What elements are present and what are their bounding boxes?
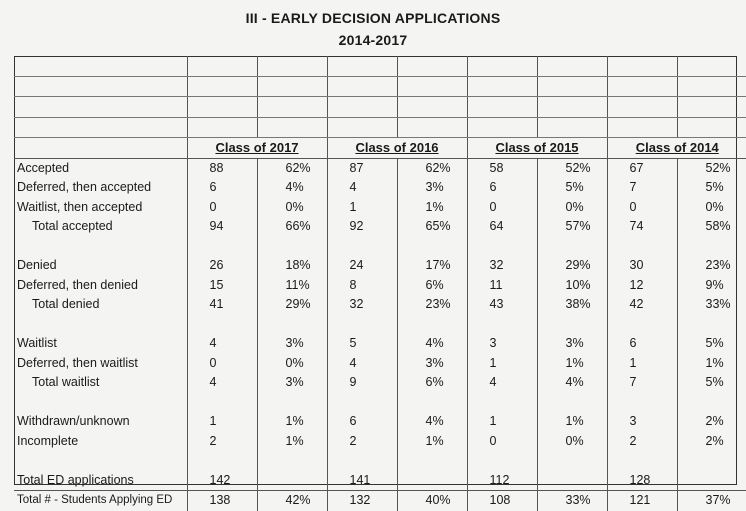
row-label: Deferred, then accepted (17, 180, 152, 195)
cell: 58 (467, 158, 537, 178)
ed-applications-table (14, 56, 746, 511)
cell: 1% (537, 354, 607, 374)
table-row (14, 354, 746, 374)
row-label: Total # - Students Applying ED (14, 491, 187, 511)
cell: 33% (677, 295, 746, 315)
cell: 18% (257, 256, 327, 276)
cell: 2% (677, 412, 746, 432)
cell: 1 (607, 354, 677, 374)
cell: 0 (607, 198, 677, 218)
cell: 7 (607, 373, 677, 393)
cell (257, 471, 327, 491)
cell: 33% (537, 491, 607, 511)
cell: 65% (397, 217, 467, 237)
cell: 3% (397, 354, 467, 374)
cell: 9% (677, 276, 746, 296)
cell: 1% (677, 354, 746, 374)
row-label: Withdrawn/unknown (17, 414, 130, 429)
table-row (14, 198, 746, 218)
class-header-2014: Class of 2014 (607, 138, 746, 159)
cell: 42 (607, 295, 677, 315)
cell: 0% (677, 198, 746, 218)
table-row (14, 256, 746, 276)
cell: 66% (257, 217, 327, 237)
cell: 4% (537, 373, 607, 393)
cell: 4 (187, 373, 257, 393)
cell: 121 (607, 491, 677, 511)
cell: 15 (187, 276, 257, 296)
cell: 88 (187, 158, 257, 178)
cell: 29% (537, 256, 607, 276)
cell: 12 (607, 276, 677, 296)
cell: 38% (537, 295, 607, 315)
row-label: Waitlist (17, 336, 57, 351)
cell: 43 (467, 295, 537, 315)
page-subtitle: 2014-2017 (338, 32, 408, 48)
cell: 5% (677, 373, 746, 393)
class-header-2015: Class of 2015 (467, 138, 607, 159)
cell: 23% (677, 256, 746, 276)
cell (677, 471, 746, 491)
cell: 0% (257, 198, 327, 218)
cell: 40% (397, 491, 467, 511)
cell: 4% (397, 412, 467, 432)
cell: 132 (327, 491, 397, 511)
cell: 0% (537, 432, 607, 452)
cell: 138 (187, 491, 257, 511)
row-label: Denied (17, 258, 57, 273)
table-row (14, 276, 746, 296)
table-row (14, 158, 746, 178)
cell: 32 (327, 295, 397, 315)
cell: 23% (397, 295, 467, 315)
cell: 11 (467, 276, 537, 296)
cell: 6 (607, 334, 677, 354)
cell: 29% (257, 295, 327, 315)
row-label: Incomplete (17, 433, 79, 448)
table-row (14, 432, 746, 452)
cell: 10% (537, 276, 607, 296)
cell: 0 (467, 432, 537, 452)
cell: 141 (327, 471, 397, 491)
cell: 1 (327, 198, 397, 218)
table-row (14, 217, 746, 237)
cell: 64 (467, 217, 537, 237)
table-row (14, 178, 746, 198)
cell: 6 (187, 178, 257, 198)
cell: 4% (257, 178, 327, 198)
row-label: Total waitlist (32, 375, 100, 390)
cell: 0% (257, 354, 327, 374)
cell: 3% (257, 373, 327, 393)
row-label: Deferred, then denied (17, 277, 138, 292)
cell: 52% (537, 158, 607, 178)
cell: 92 (327, 217, 397, 237)
cell: 4 (327, 354, 397, 374)
cell: 1% (537, 412, 607, 432)
cell (397, 471, 467, 491)
cell: 5% (677, 334, 746, 354)
table-row (14, 373, 746, 393)
cell: 0 (187, 198, 257, 218)
cell: 62% (397, 158, 467, 178)
cell: 6 (327, 412, 397, 432)
cell: 41 (187, 295, 257, 315)
cell: 26 (187, 256, 257, 276)
class-header-2016: Class of 2016 (327, 138, 467, 159)
cell: 5% (537, 178, 607, 198)
cell: 0 (467, 198, 537, 218)
cell: 0% (537, 198, 607, 218)
class-header-row (14, 138, 746, 159)
cell: 1 (187, 412, 257, 432)
cell: 6% (397, 276, 467, 296)
cell: 37% (677, 491, 746, 511)
cell: 1 (467, 412, 537, 432)
cell: 5 (327, 334, 397, 354)
cell: 108 (467, 491, 537, 511)
cell: 32 (467, 256, 537, 276)
cell: 87 (327, 158, 397, 178)
cell: 3 (467, 334, 537, 354)
table-row (14, 471, 746, 491)
cell: 3 (607, 412, 677, 432)
table-row (14, 295, 746, 315)
cell: 5% (677, 178, 746, 198)
cell: 7 (607, 178, 677, 198)
cell: 6 (467, 178, 537, 198)
table-row (14, 334, 746, 354)
row-label: Deferred, then waitlist (17, 355, 138, 370)
cell: 30 (607, 256, 677, 276)
cell: 3% (397, 178, 467, 198)
row-label: Accepted (14, 158, 187, 178)
cell: 4 (467, 373, 537, 393)
cell: 2% (677, 432, 746, 452)
cell: 0 (187, 354, 257, 374)
cell: 11% (257, 276, 327, 296)
cell: 2 (187, 432, 257, 452)
cell (537, 471, 607, 491)
cell: 24 (327, 256, 397, 276)
cell: 17% (397, 256, 467, 276)
cell: 2 (327, 432, 397, 452)
table-row (14, 491, 746, 511)
table-row (14, 412, 746, 432)
cell: 142 (187, 471, 257, 491)
cell: 67 (607, 158, 677, 178)
cell: 1 (467, 354, 537, 374)
cell: 4 (327, 178, 397, 198)
cell: 3% (257, 334, 327, 354)
cell: 74 (607, 217, 677, 237)
cell: 1% (257, 432, 327, 452)
page-title: III - EARLY DECISION APPLICATIONS (245, 10, 501, 26)
row-label: Total denied (32, 297, 100, 312)
cell: 94 (187, 217, 257, 237)
cell: 1% (397, 432, 467, 452)
cell: 2 (607, 432, 677, 452)
cell: 128 (607, 471, 677, 491)
cell: 9 (327, 373, 397, 393)
cell: 1% (257, 412, 327, 432)
cell: 112 (467, 471, 537, 491)
cell: 42% (257, 491, 327, 511)
cell: 57% (537, 217, 607, 237)
row-label: Waitlist, then accepted (17, 199, 143, 214)
cell: 4 (187, 334, 257, 354)
cell: 52% (677, 158, 746, 178)
cell: 6% (397, 373, 467, 393)
cell: 1% (397, 198, 467, 218)
cell: 3% (537, 334, 607, 354)
cell: 4% (397, 334, 467, 354)
row-label: Total ED applications (17, 472, 134, 487)
cell: 62% (257, 158, 327, 178)
class-header-2017: Class of 2017 (187, 138, 327, 159)
cell: 58% (677, 217, 746, 237)
row-label: Total accepted (32, 219, 113, 234)
cell: 8 (327, 276, 397, 296)
